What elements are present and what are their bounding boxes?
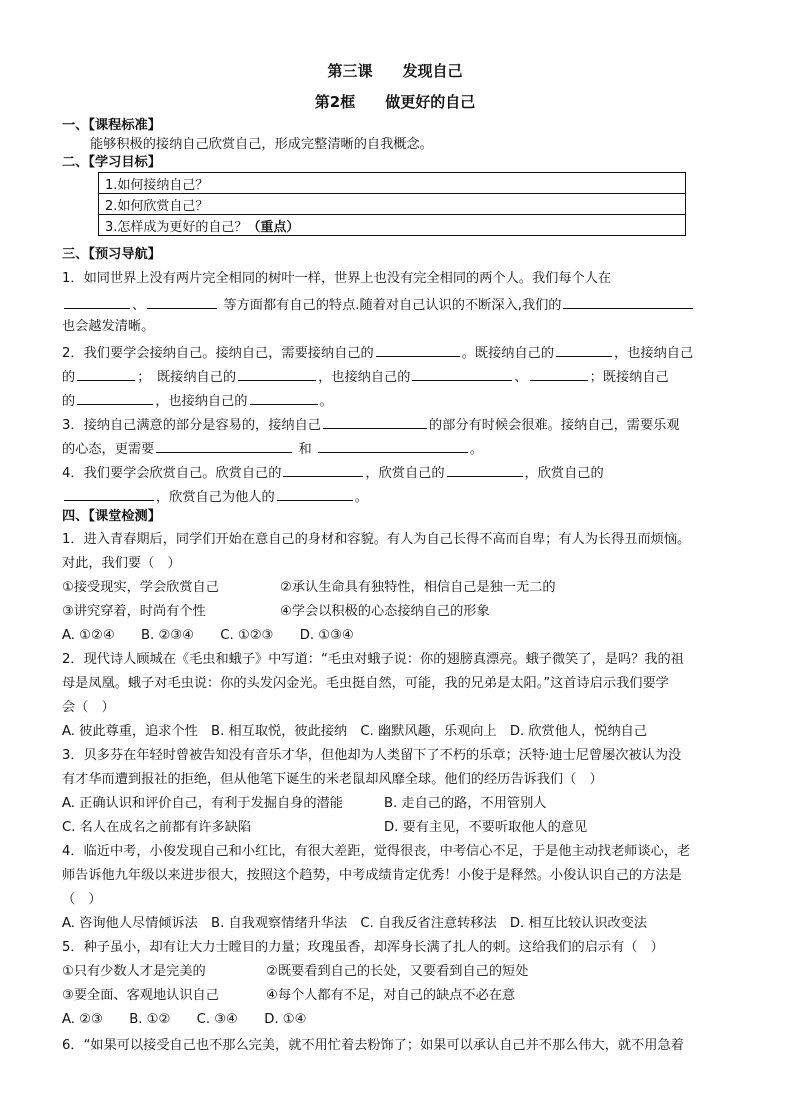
- question-6-stem: 6．“如果可以接受自己也不那么完美，就不用忙着去粉饰了；如果可以承认自己并不那么伟大，就不用急着: [62, 1038, 684, 1053]
- curriculum-standard-heading: 一、【课程标准】: [62, 118, 161, 133]
- question-1-options: A. ①②④ B. ②③④ C. ①②③ D. ①③④: [62, 628, 354, 643]
- answer-blank[interactable]: [64, 486, 154, 501]
- table-row: [99, 194, 686, 215]
- goal-item: 1.如何接纳自己？: [99, 173, 686, 194]
- question-2-options: A. 彼此尊重，追求个性 B. 相互取悦，彼此接纳 C. 幽默风趣，乐观向上 D. 欣赏他人，悦纳自己: [62, 724, 648, 739]
- question-1-statement-3: ③讲究穿着，时尚有个性: [62, 604, 206, 619]
- question-5-statement-2: ②既要看到自己的长处，又要看到自己的短处: [266, 964, 529, 979]
- question-5-statement-1: ①只有少数人才是完美的: [62, 964, 206, 979]
- answer-blank[interactable]: [283, 462, 363, 477]
- classroom-test-heading: 四、【课堂检测】: [62, 509, 161, 524]
- goal-item: 3.怎样成为更好的自己？（重点）: [99, 215, 686, 236]
- question-1-statement-2: ②承认生命具有独特性，相信自己是独一无二的: [280, 580, 556, 595]
- section-subtitle: 第2框 做更好的自己: [314, 93, 476, 111]
- answer-blank[interactable]: [238, 366, 316, 381]
- learning-goals-heading: 二、【学习目标】: [62, 155, 161, 170]
- preview-q3-line1: 3．接纳自己满意的部分是容易的，接纳自己 的部分有时候会很难。接纳自己，需要乐观: [62, 414, 680, 435]
- question-1-statement-1: ①接受现实，学会欣赏自己: [62, 580, 219, 595]
- question-3-option-a: A. 正确认识和评价自己，有利于发掘自身的潜能: [62, 796, 343, 811]
- preview-q2-line2: 的 ； 既接纳自己的 ，也接纳自己的 、 ；既接纳自己: [62, 366, 669, 387]
- preview-q4-line2: ，欣赏自己为他人的 。: [62, 486, 368, 507]
- answer-blank[interactable]: [318, 438, 468, 453]
- question-3-option-c: C. 名人在成名之前都有许多缺陷: [62, 820, 252, 835]
- answer-blank[interactable]: [77, 366, 135, 381]
- learning-goals-table: [98, 172, 686, 236]
- curriculum-standard-text: 能够积极的接纳自己欣赏自己，形成完整清晰的自我概念。: [90, 137, 433, 152]
- preview-q3-line2: 的心态，更需要 和 。: [62, 438, 483, 459]
- question-2-stem-cont: 母是凤凰。蛾子对毛虫说：你的头发闪金光。毛虫挺自然，可能，我的兄弟是太阳。”这首诗启示我们要学: [62, 676, 669, 691]
- preview-q2-line3: 的 ，也接纳自己的 。: [62, 390, 333, 411]
- question-5-statement-3: ③要全面、客观地认识自己: [62, 988, 219, 1003]
- answer-blank[interactable]: [412, 366, 512, 381]
- question-3-option-d: D. 要有主见，不要听取他人的意见: [384, 820, 588, 835]
- lesson-title: 第三课 发现自己: [327, 62, 463, 80]
- answer-blank[interactable]: [250, 390, 318, 405]
- preview-q1-line3: 也会越发清晰。: [62, 319, 155, 334]
- question-5-options: A. ②③ B. ①② C. ③④ D. ①④: [62, 1012, 307, 1027]
- preview-q1-line1: 1．如同世界上没有两片完全相同的树叶一样，世界上也没有完全相同的两个人。我们每个人在: [62, 271, 612, 286]
- preview-q1-line2: 、 等方面都有自己的特点.随着对自己认识的不断深入,我们的: [62, 294, 695, 315]
- question-2-stem: 2．现代诗人顾城在《毛虫和蛾子》中写道：“毛虫对蛾子说：你的翅膀真漂亮。蛾子微笑了，是吗？我的祖: [62, 652, 684, 667]
- answer-blank[interactable]: [376, 342, 460, 357]
- answer-blank[interactable]: [156, 438, 292, 453]
- question-2-stem-end: 会（ ）: [62, 700, 115, 715]
- answer-blank[interactable]: [77, 390, 153, 405]
- answer-blank[interactable]: [64, 294, 130, 309]
- question-1-stem-cont: 对此，我们要（ ）: [62, 556, 181, 571]
- preview-q4-line1: 4．我们要学会欣赏自己。欣赏自己的 ，欣赏自己的 ，欣赏自己的: [62, 462, 604, 483]
- question-3-stem-cont: 有才华而遭到报社的拒绝，但从他笔下诞生的米老鼠却风靡全球。他们的经历告诉我们（ ）: [62, 772, 603, 787]
- question-3-option-b: B. 走自己的路，不用管别人: [384, 796, 547, 811]
- preview-q2-line1: 2．我们要学会接纳自己。接纳自己，需要接纳自己的 。既接纳自己的 ，也接纳自己: [62, 342, 693, 363]
- preview-guide-heading: 三、【预习导航】: [62, 247, 161, 262]
- answer-blank[interactable]: [556, 342, 612, 357]
- question-3-stem: 3．贝多芬在年轻时曾被告知没有音乐才华，但他却为人类留下了不朽的乐章；沃特·迪士尼曾屡次被认为没: [62, 748, 682, 763]
- goal-item: 2.如何欣赏自己？: [99, 194, 686, 215]
- table-row: [99, 173, 686, 194]
- answer-blank[interactable]: [447, 462, 523, 477]
- question-4-stem-cont: 师告诉他九年级以来进步很大，按照这个趋势，中考成绩肯定优秀！小俊于是释然。小俊认识自己的方法是: [62, 868, 682, 883]
- answer-blank[interactable]: [323, 414, 427, 429]
- question-1-stem: 1．进入青春期后，同学们开始在意自己的身材和容貌。有人为自己长得不高而自卑；有人为长得丑而烦恼。: [62, 532, 691, 547]
- question-1-statement-4: ④学会以积极的心态接纳自己的形象: [280, 604, 490, 619]
- question-5-stem: 5．种子虽小，却有让大力士瞠目的力量；玫瑰虽香，却浑身长满了扎人的刺。这给我们的启示有（ ）: [62, 940, 664, 955]
- answer-blank[interactable]: [563, 294, 693, 309]
- answer-blank[interactable]: [277, 486, 353, 501]
- question-4-options: A. 咨询他人尽情倾诉法 B. 自我观察情绪升华法 C. 自我反省注意转移法 D. 相互比较认识改变法: [62, 916, 648, 931]
- answer-blank[interactable]: [530, 366, 588, 381]
- answer-blank[interactable]: [147, 294, 217, 309]
- question-4-stem-end: （ ）: [62, 892, 102, 907]
- question-5-statement-4: ④每个人都有不足，对自己的缺点不必在意: [266, 988, 516, 1003]
- key-point-marker: （重点）: [247, 219, 300, 235]
- table-row: [99, 215, 686, 236]
- question-4-stem: 4．临近中考，小俊发现自己和小红比，有很大差距，觉得很丧，中考信心不足，于是他主动找老师谈心，老: [62, 844, 691, 859]
